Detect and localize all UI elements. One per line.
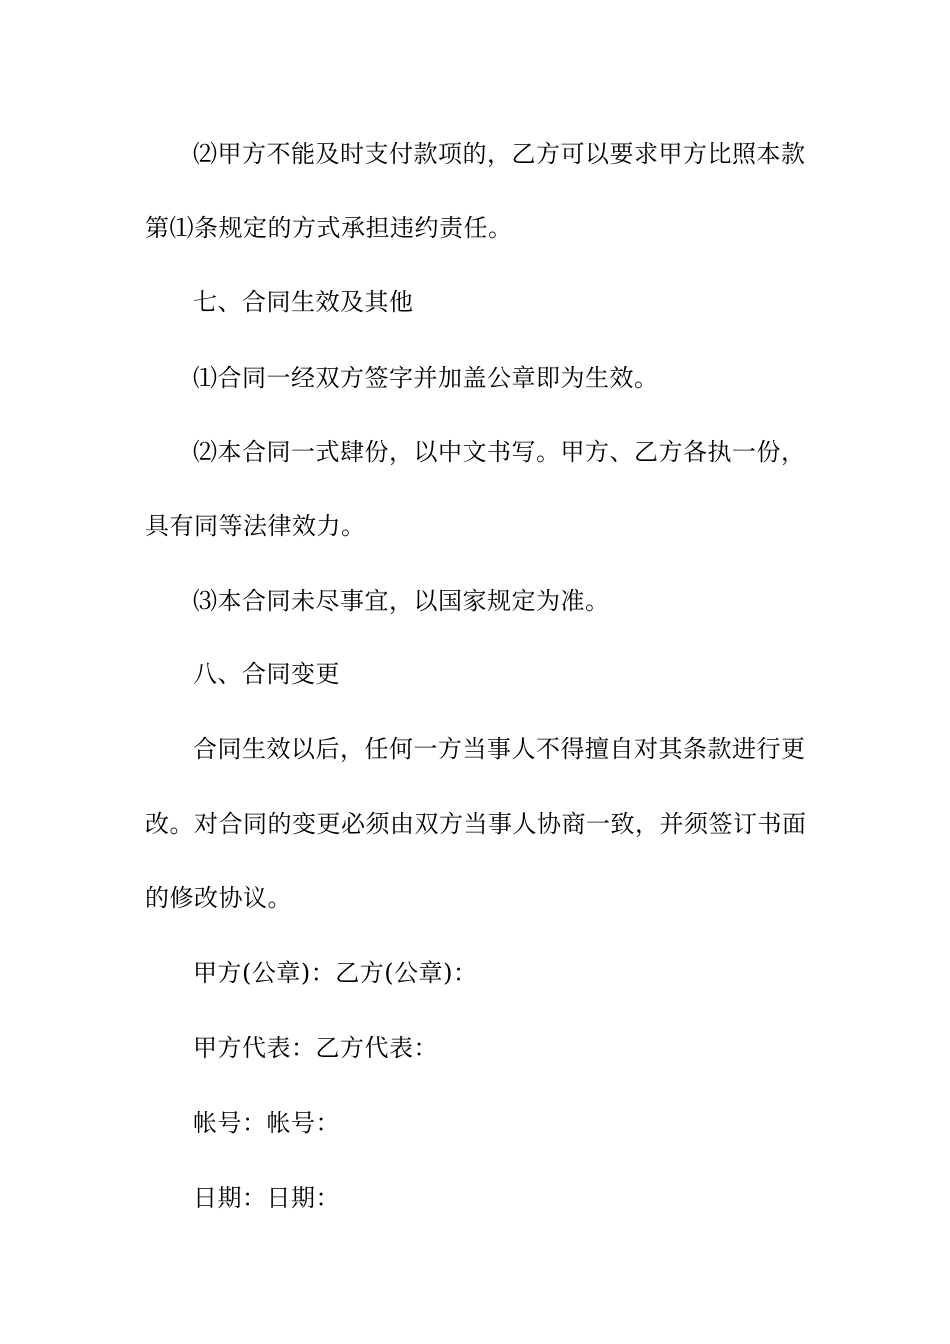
clause-7-1: ⑴合同一经双方签字并加盖公章即为生效。 (193, 364, 659, 392)
section-8-paragraph-line-2: 改。对合同的变更必须由双方当事人协商一致，并须签订书面 (145, 810, 807, 838)
signature-seal-line: 甲方(公章)：乙方(公章)： (193, 959, 478, 987)
section-7-heading: 七、合同生效及其他 (193, 288, 414, 316)
clause-6-2-line-1: ⑵甲方不能及时支付款项的，乙方可以要求甲方比照本款 (193, 140, 806, 168)
clause-7-3: ⑶本合同未尽事宜，以国家规定为准。 (193, 587, 610, 615)
section-8-paragraph-line-3: 的修改协议。 (145, 884, 292, 912)
signature-representative-line: 甲方代表：乙方代表： (193, 1034, 438, 1062)
section-8-paragraph-line-1: 合同生效以后，任何一方当事人不得擅自对其条款进行更 (193, 735, 806, 763)
clause-7-2-line-2: 具有同等法律效力。 (145, 512, 366, 540)
signature-account-line: 帐号：帐号： (193, 1109, 340, 1137)
section-8-heading: 八、合同变更 (193, 660, 340, 688)
signature-date-line: 日期：日期： (193, 1184, 340, 1212)
clause-7-2-line-1: ⑵本合同一式肆份，以中文书写。甲方、乙方各执一份， (193, 438, 806, 466)
clause-6-2-line-2: 第⑴条规定的方式承担违约责任。 (145, 214, 513, 242)
